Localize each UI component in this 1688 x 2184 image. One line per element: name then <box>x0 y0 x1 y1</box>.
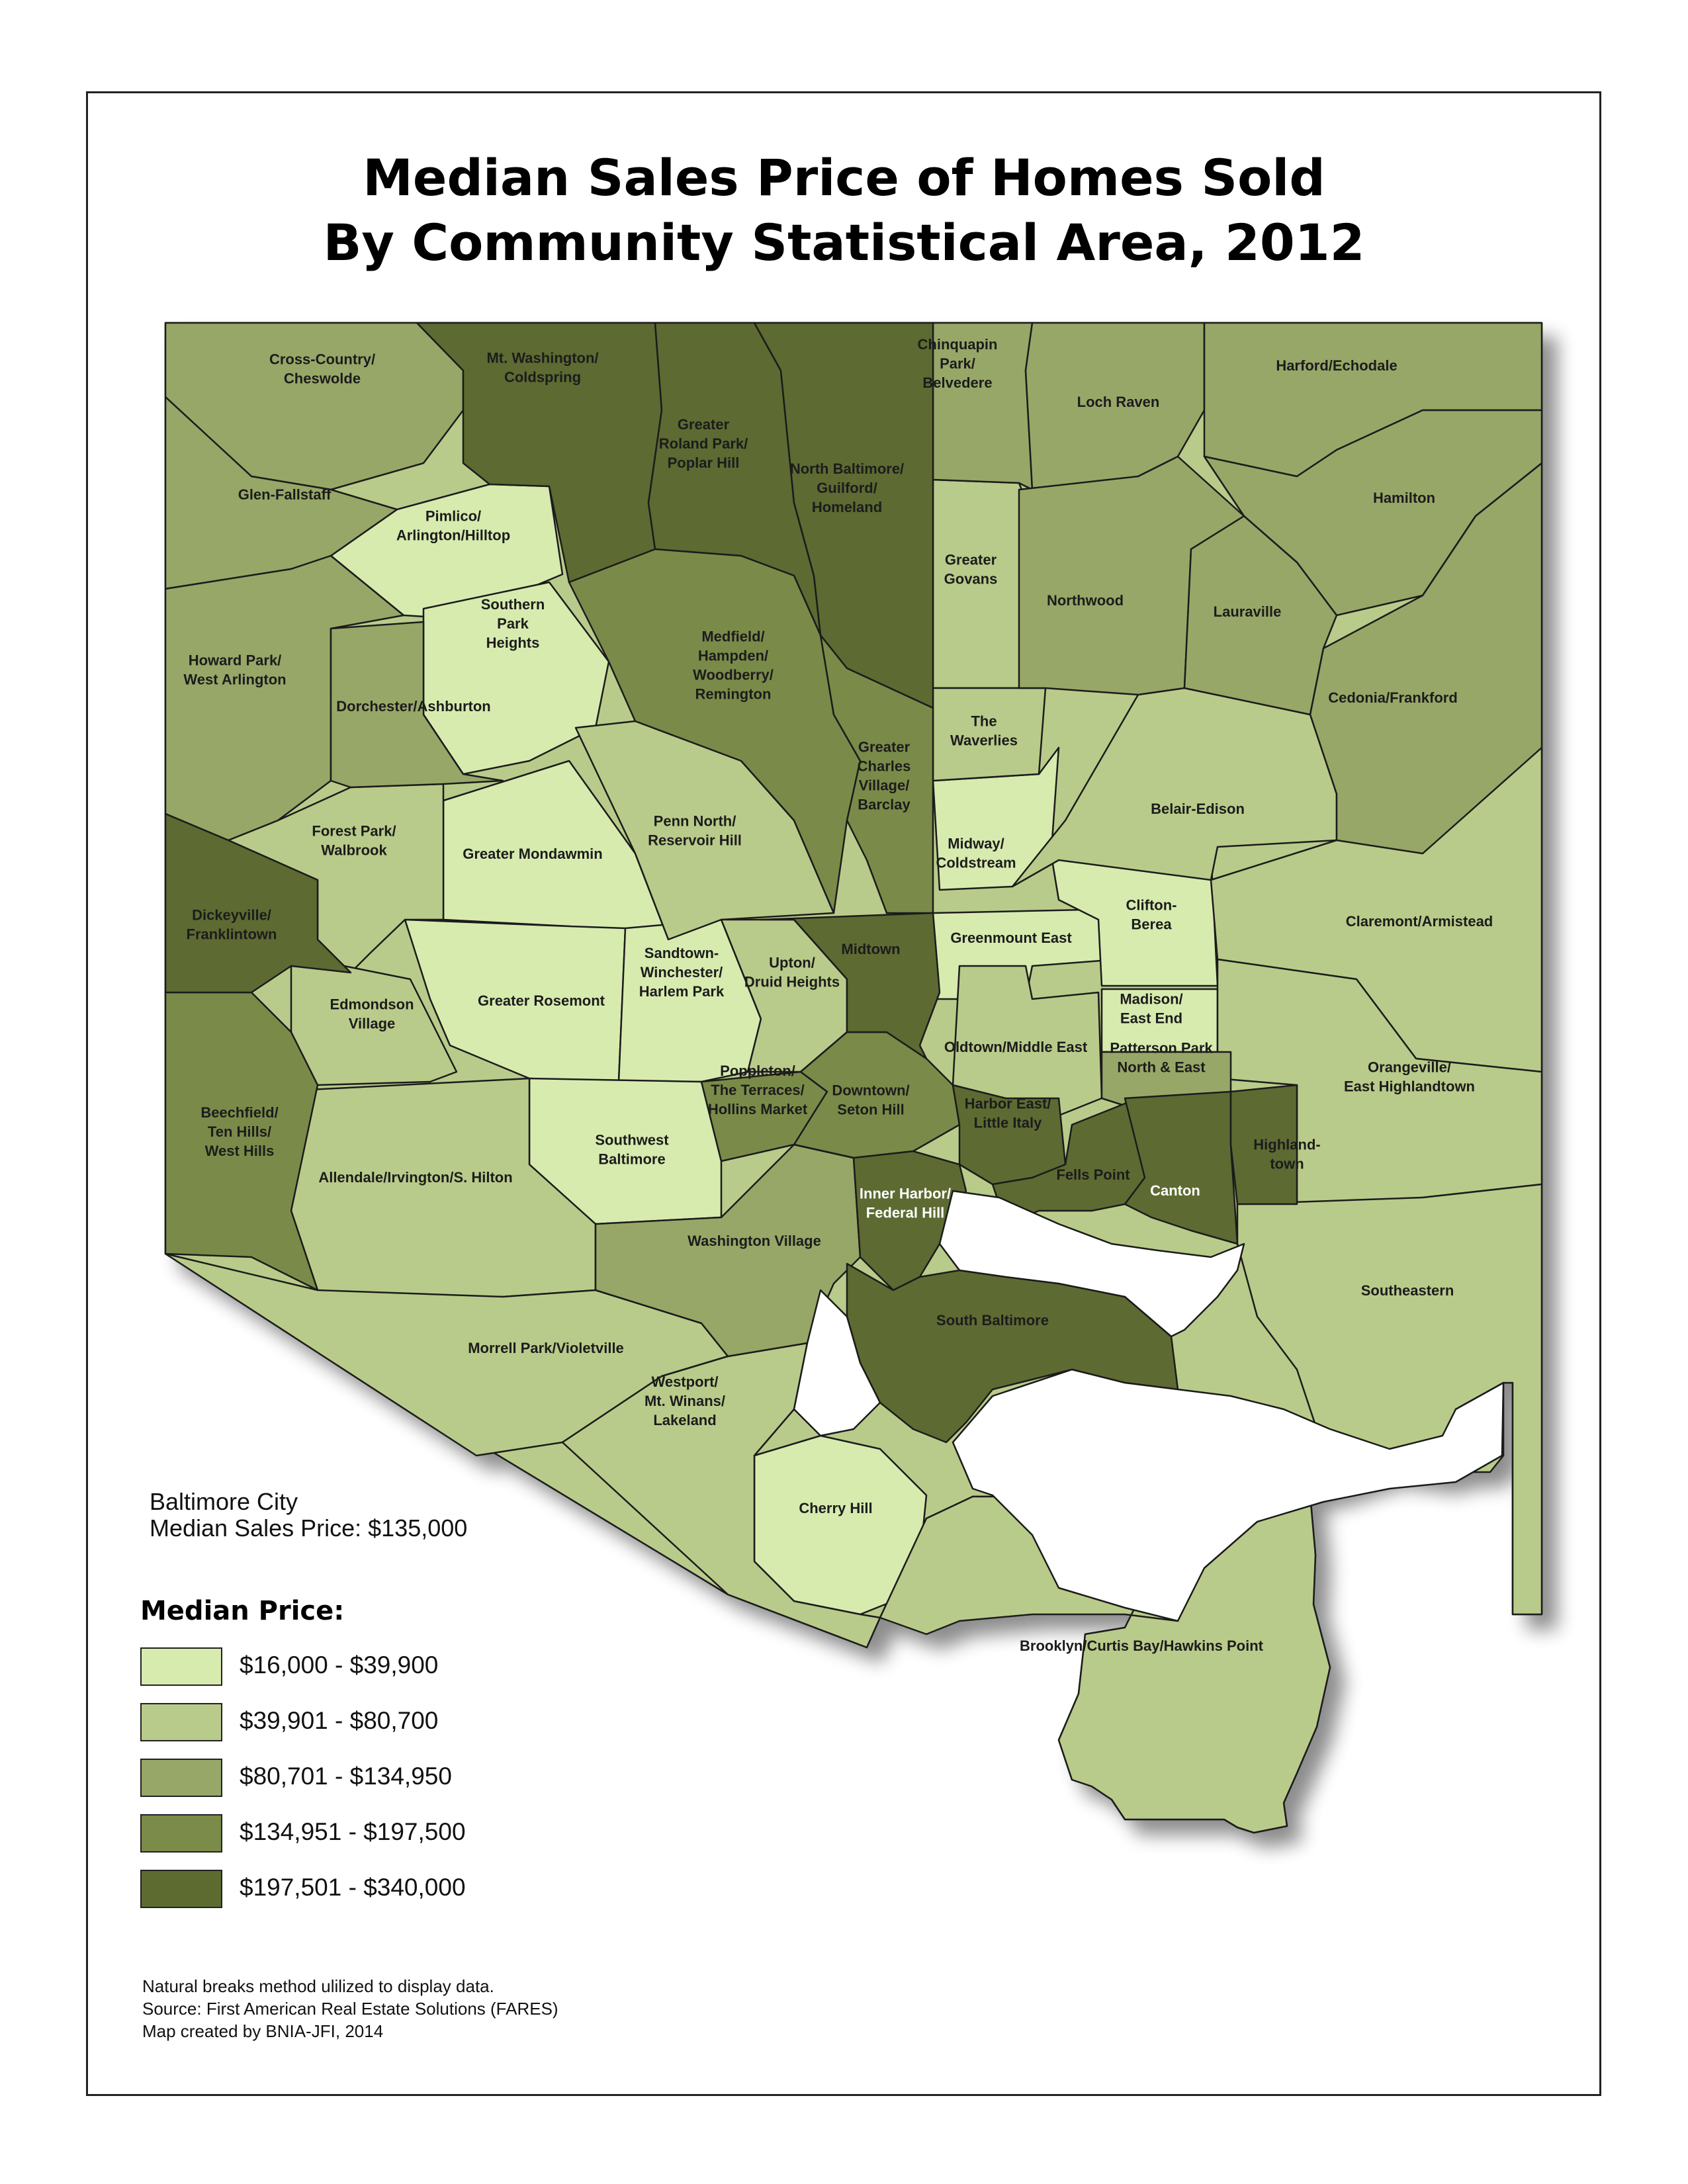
label-line: Canton <box>1150 1182 1200 1199</box>
label-line: Poplar Hill <box>667 455 740 471</box>
label-oldtown <box>944 1039 1088 1055</box>
label-line: Pimlico/ <box>425 507 482 525</box>
label-line: Greenmount East <box>950 930 1072 946</box>
label-lauraville <box>1214 603 1282 620</box>
label-line: Morrell Park/Violetville <box>468 1340 624 1356</box>
label-line: Winchester/ <box>640 964 723 981</box>
label-glen-fallstaff <box>238 486 332 503</box>
label-line: Poppleton/ <box>720 1063 795 1079</box>
label-line: Mt. Washington/ <box>486 349 599 367</box>
label-washington-village <box>688 1233 821 1249</box>
label-line: Midway/ <box>948 835 1004 852</box>
citywide-line-2: Median Sales Price: $135,000 <box>150 1514 468 1542</box>
label-line: Harlem Park <box>639 983 725 1000</box>
label-line: Patterson Park <box>1110 1039 1213 1057</box>
label-line: The <box>971 713 997 730</box>
label-line: Dickeyville/ <box>192 906 271 924</box>
label-loch-raven <box>1077 394 1160 410</box>
label-line: Sandtown- <box>644 945 719 961</box>
label-line: Cross-Country/ <box>269 351 376 368</box>
label-line: Medfield/ <box>701 628 765 645</box>
label-line: Guilford/ <box>817 480 877 496</box>
legend-swatch-5 <box>140 1870 222 1908</box>
title-line-2: By Community Statistical Area, 2012 <box>323 213 1365 272</box>
label-line: Hampden/ <box>697 647 769 664</box>
citywide-median <box>150 1489 467 1542</box>
label-cherry-hill <box>799 1500 872 1516</box>
label-line: Southeastern <box>1360 1282 1454 1299</box>
note-method: Natural breaks method ulilized to display data. <box>142 1976 494 1996</box>
map-notes <box>142 1975 558 2042</box>
label-brooklyn <box>1020 1638 1264 1654</box>
label-line: Dorchester/Ashburton <box>336 698 491 715</box>
legend-label-2: $39,901 - $80,700 <box>240 1707 439 1734</box>
label-greater-rosemont <box>478 992 605 1009</box>
label-line: Inner Harbor/ <box>859 1185 952 1202</box>
legend-item-2 <box>140 1703 603 1744</box>
label-line: Howard Park/ <box>188 652 282 669</box>
label-line: Penn North/ <box>653 812 736 830</box>
label-line: Greater Rosemont <box>478 992 605 1009</box>
label-line: Southern <box>480 596 545 613</box>
label-line: Ten Hills/ <box>207 1123 272 1140</box>
label-line: Cherry Hill <box>799 1500 873 1516</box>
label-westport <box>644 1374 725 1428</box>
label-line: Remington <box>695 685 772 703</box>
label-line: Downtown/ <box>832 1082 910 1099</box>
label-line: Madison/ <box>1120 990 1183 1008</box>
label-midtown <box>841 941 900 957</box>
label-line: Chinquapin <box>917 336 998 353</box>
label-line: Upton/ <box>769 954 815 971</box>
label-greater-mondawmin <box>463 846 602 862</box>
label-line: Fells Point <box>1056 1166 1130 1183</box>
label-line: Park/ <box>940 355 975 372</box>
label-line: Harbor East/ <box>964 1095 1051 1112</box>
label-line: Charles <box>857 758 911 775</box>
legend-item-3 <box>140 1759 603 1800</box>
label-line: Hollins Market <box>707 1101 808 1117</box>
label-line: Druid Heights <box>744 973 840 990</box>
label-fells-point <box>1056 1166 1130 1183</box>
label-hamilton <box>1373 490 1435 506</box>
legend-label-5: $197,501 - $340,000 <box>240 1874 466 1901</box>
label-line: Park <box>497 615 529 632</box>
label-line: Edmondson <box>330 996 414 1013</box>
label-line: Berea <box>1131 916 1172 933</box>
label-line: Coldspring <box>504 369 582 386</box>
label-canton <box>1150 1182 1200 1199</box>
label-line: Greater Mondawmin <box>463 846 603 862</box>
label-line: Arlington/Hilltop <box>396 527 511 544</box>
legend-item-4 <box>140 1814 603 1855</box>
label-claremont <box>1346 913 1493 930</box>
title-line-1: Median Sales Price of Homes Sold <box>363 148 1325 207</box>
label-line: town <box>1270 1155 1304 1172</box>
label-line: East Highlandtown <box>1344 1078 1475 1095</box>
label-line: Greater <box>677 416 730 433</box>
legend-label-4: $134,951 - $197,500 <box>240 1818 466 1845</box>
label-line: Greater <box>944 551 997 568</box>
label-line: North & East <box>1117 1059 1206 1076</box>
label-poppleton <box>708 1063 808 1117</box>
label-line: Cheswolde <box>283 370 361 387</box>
label-sandtown <box>639 945 725 1000</box>
label-line: The Terraces/ <box>711 1082 805 1098</box>
label-dorchester <box>336 698 490 715</box>
label-line: Woodberry/ <box>693 666 774 683</box>
label-line: Brooklyn/Curtis Bay/Hawkins Point <box>1020 1638 1263 1654</box>
label-line: Roland Park/ <box>658 435 748 452</box>
label-line: Barclay <box>858 796 911 813</box>
label-line: North Baltimore/ <box>789 460 905 477</box>
label-line: Northwood <box>1046 592 1124 609</box>
label-line: Highland- <box>1253 1136 1321 1153</box>
label-allendale <box>318 1169 512 1186</box>
label-line: West Arlington <box>183 671 287 688</box>
label-line: Belvedere <box>922 374 993 391</box>
label-line: Govans <box>944 570 998 588</box>
label-line: Washington Village <box>688 1233 821 1249</box>
label-line: Orangeville/ <box>1368 1059 1451 1076</box>
label-line: Glen-Fallstaff <box>238 486 332 503</box>
label-line: Little Italy <box>973 1114 1042 1131</box>
label-morrell-park <box>468 1340 624 1356</box>
label-greenmount <box>950 930 1072 946</box>
label-line: Oldtown/Middle East <box>944 1039 1088 1055</box>
label-line: Clifton- <box>1126 896 1177 914</box>
legend-title: Median Price: <box>140 1596 345 1626</box>
label-line: Lauraville <box>1213 603 1282 620</box>
label-beechfield <box>200 1104 278 1159</box>
label-line: Heights <box>486 634 540 651</box>
label-northwood <box>1047 592 1124 609</box>
legend-label-3: $80,701 - $134,950 <box>240 1763 452 1790</box>
label-line: Coldstream <box>936 854 1016 871</box>
legend-swatch-4 <box>140 1814 222 1853</box>
label-line: Hamilton <box>1372 490 1436 506</box>
label-line: Village/ <box>858 777 910 794</box>
label-line: Forest Park/ <box>312 822 396 840</box>
label-line: Franklintown <box>186 926 277 943</box>
legend-item-5 <box>140 1870 603 1911</box>
label-line: Walbrook <box>321 842 387 859</box>
label-line: South Baltimore <box>936 1312 1049 1329</box>
label-line: Village <box>348 1015 396 1032</box>
label-line: Cedonia/Frankford <box>1328 689 1458 706</box>
label-belair-edison <box>1151 801 1245 817</box>
label-line: Homeland <box>811 499 883 515</box>
citywide-line-1: Baltimore City <box>150 1488 298 1515</box>
note-credit: Map created by BNIA-JFI, 2014 <box>142 2021 384 2041</box>
label-line: Claremont/Armistead <box>1345 913 1493 930</box>
label-line: Belair-Edison <box>1151 801 1245 817</box>
legend-swatch-3 <box>140 1759 222 1797</box>
label-line: Baltimore <box>598 1151 666 1168</box>
label-line: Harford/Echodale <box>1276 357 1398 374</box>
label-line: Southwest <box>595 1131 669 1149</box>
note-source: Source: First American Real Estate Solutions (FARES) <box>142 1999 558 2019</box>
legend-swatch-2 <box>140 1703 222 1741</box>
label-line: Beechfield/ <box>200 1104 279 1121</box>
label-line: Federal Hill <box>866 1204 945 1221</box>
label-line: Midtown <box>841 941 901 957</box>
label-south-baltimore <box>936 1312 1049 1329</box>
legend-label-1: $16,000 - $39,900 <box>240 1651 439 1679</box>
label-line: Greater <box>858 738 911 756</box>
label-harford <box>1276 357 1397 374</box>
label-line: West Hills <box>204 1143 275 1159</box>
label-cedonia <box>1328 689 1458 706</box>
label-line: East End <box>1120 1010 1183 1027</box>
label-line: Waverlies <box>950 732 1018 749</box>
label-line: Lakeland <box>653 1412 717 1428</box>
label-line: Westport/ <box>651 1374 719 1390</box>
label-line: Reservoir Hill <box>648 832 742 849</box>
label-southeastern <box>1361 1282 1454 1299</box>
label-line: Loch Raven <box>1077 394 1160 410</box>
legend-swatch-1 <box>140 1647 222 1686</box>
legend-item-1 <box>140 1647 603 1688</box>
label-line: Mt. Winans/ <box>644 1393 726 1409</box>
label-line: Seton Hill <box>837 1101 905 1118</box>
label-line: Allendale/Irvington/S. Hilton <box>318 1169 513 1186</box>
